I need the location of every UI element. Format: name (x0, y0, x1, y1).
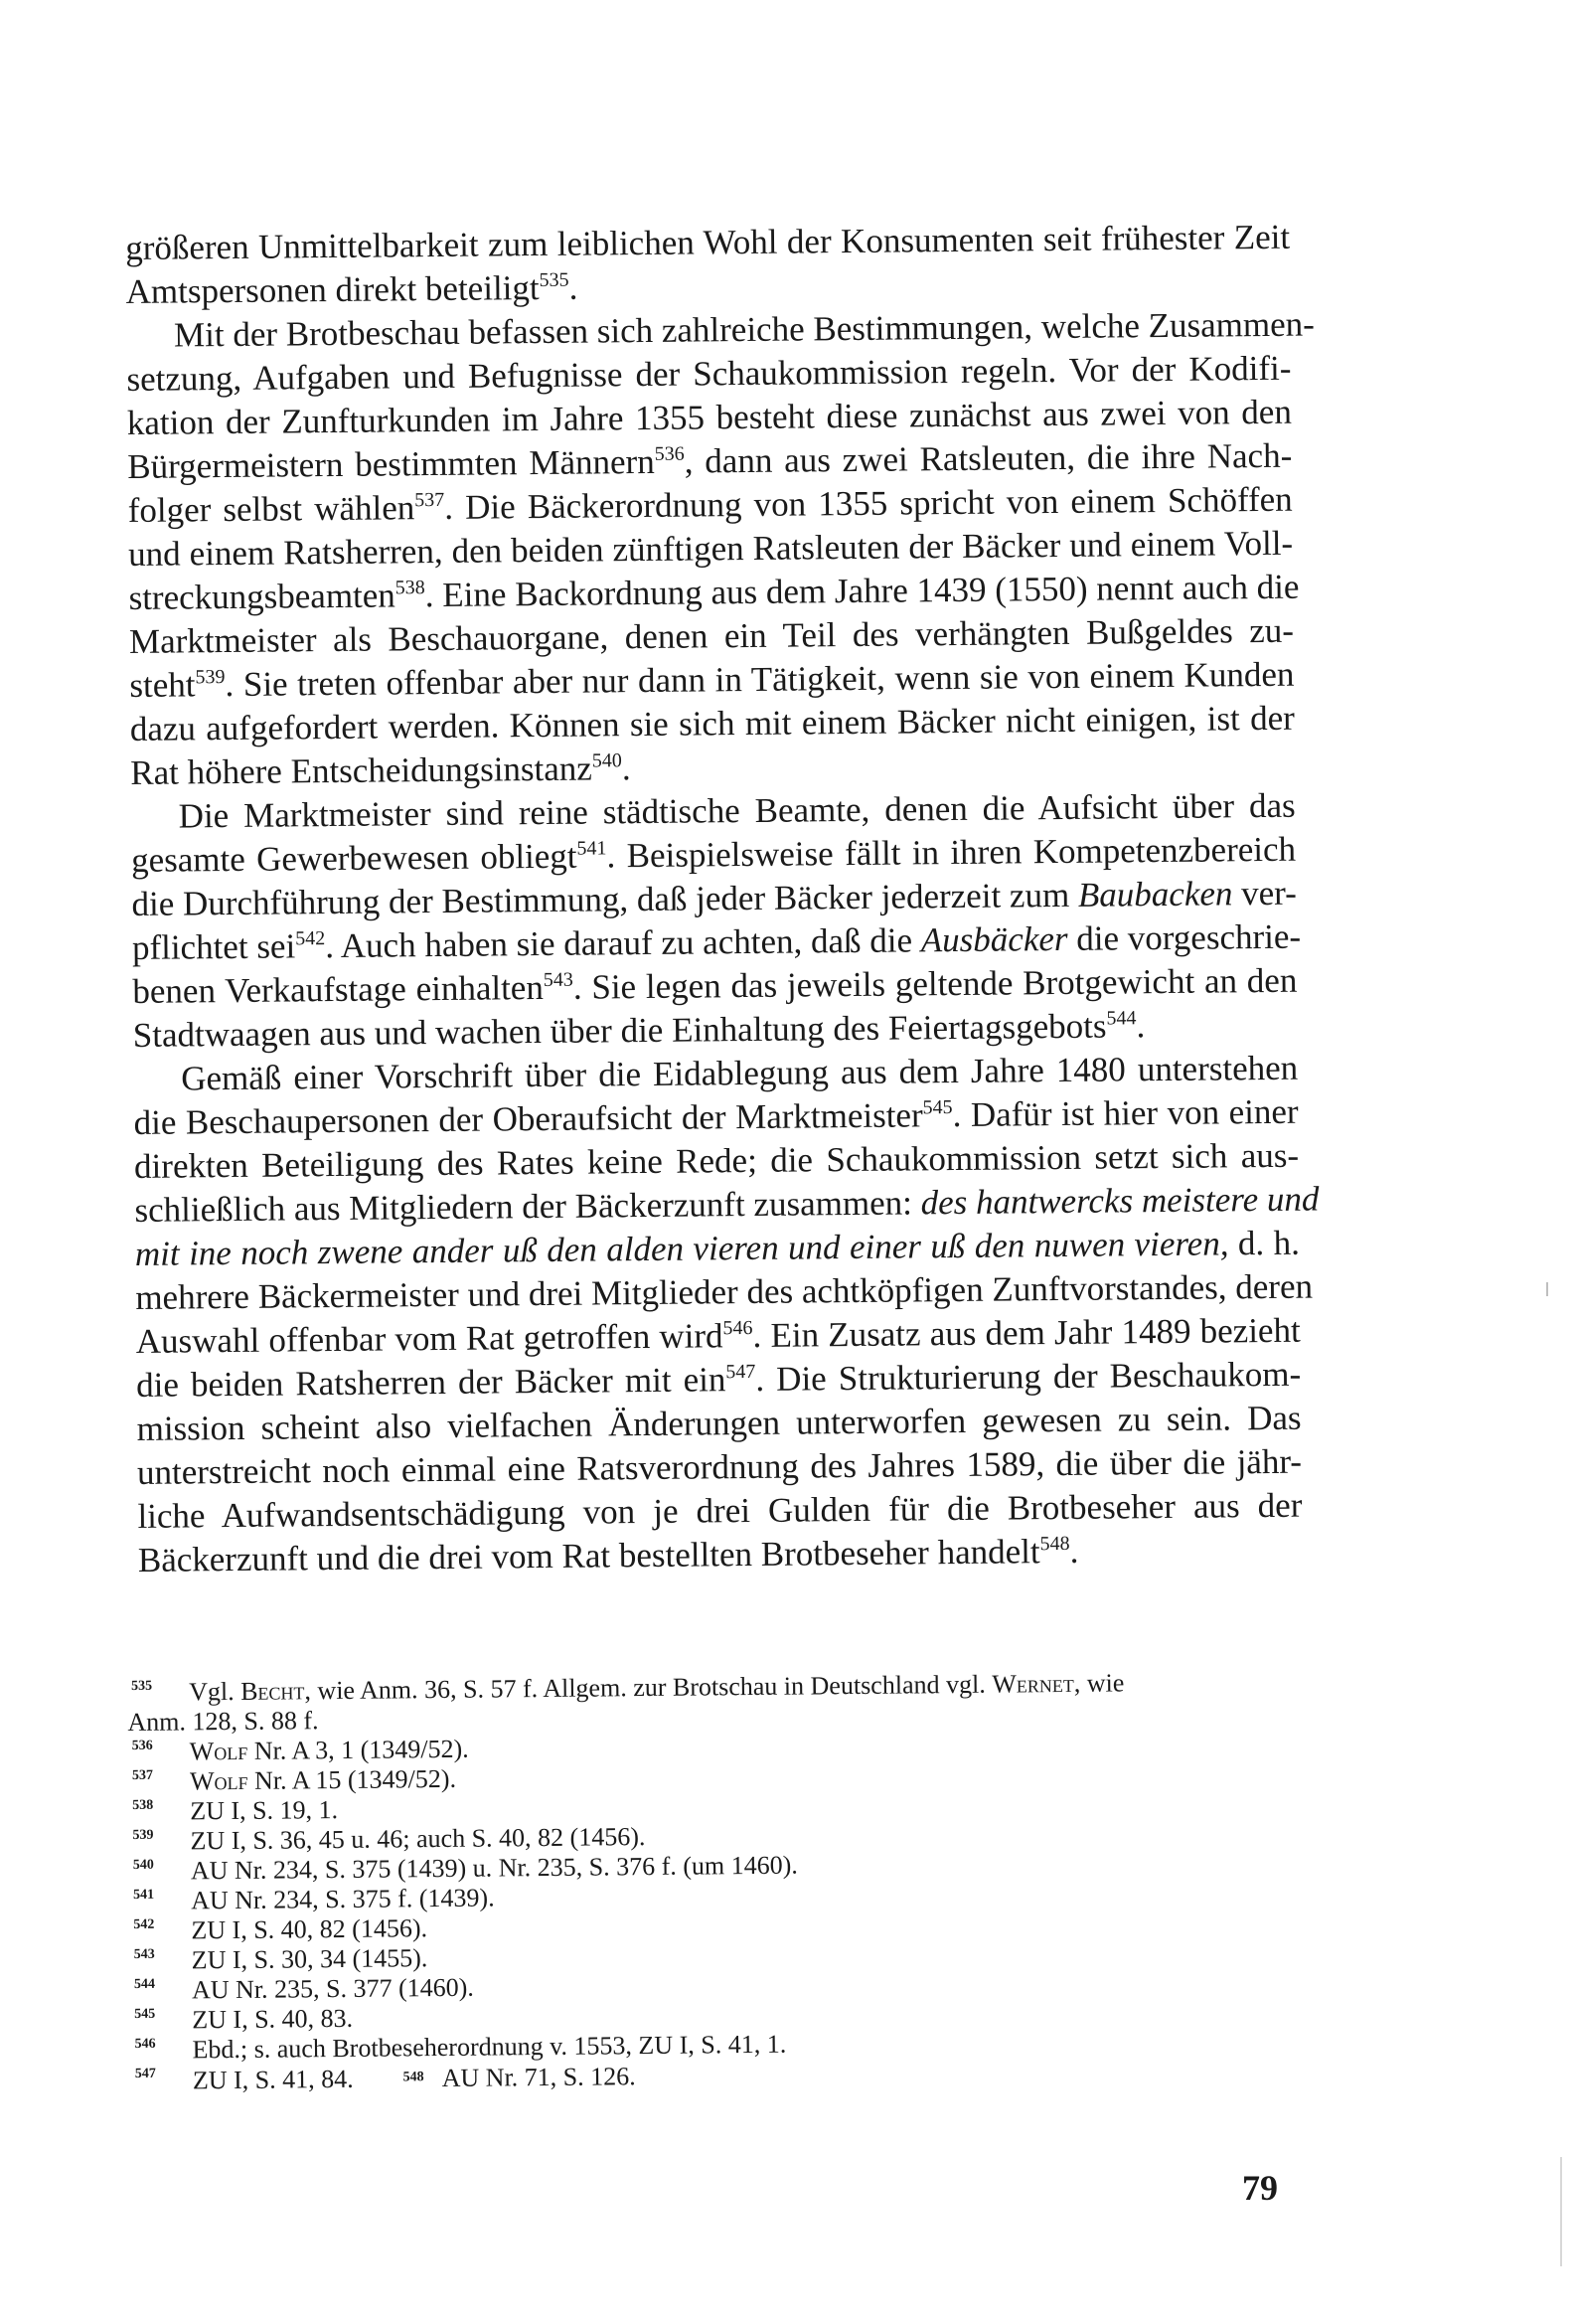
italic-quote: mit ine noch zwene ander uß den alden vieren und einer uß den nuwen vieren, (134, 1224, 1229, 1273)
footnote-text: Anm. 128, S. 88 f. (127, 1706, 319, 1738)
author-name: Wolf (189, 1736, 248, 1766)
text-line: Bürgermeistern bestimmten Männern$^{536}$, dann aus zwei Ratsleuten, die ihre Nach- (127, 435, 1293, 486)
footnote-ref: 537 (414, 488, 445, 512)
text-line: Bäckerzunft und die drei vom Rat bestellten Brotbeseher handelt$^{548}$. (137, 1531, 1079, 1579)
footnote-text: AU Nr. 71, S. 126. (441, 2062, 636, 2093)
text-line: Auswahl offenbar vom Rat getroffen wird$^{546}$. Ein Zusatz aus dem Jahr 1489 bezieht (135, 1310, 1301, 1361)
footnote-number: 541 (133, 1887, 155, 1903)
footnote-ref: 541 (576, 837, 607, 860)
text-line: streckungsbeamten$^{538}$. Eine Backordnung aus dem Jahre 1439 (1550) nennt auch die (128, 567, 1300, 617)
footnote-text: Wolf Nr. A 15 (1349/52). (189, 1763, 457, 1796)
footnote-ref: 536 (654, 442, 685, 465)
footnote-ref: 548 (1039, 1532, 1070, 1556)
text-line: die Durchführung der Bestimmung, daß jeder Bäcker jederzeit zum Baubacken ver- (131, 873, 1298, 923)
text-line: Stadtwaagen aus und wachen über die Einhaltung des Feiertagsgebots$^{544}$. (132, 1006, 1146, 1055)
text-line: und einem Ratsherren, den beiden zünftigen Ratsleuten der Bäcker und einem Voll- (127, 523, 1294, 574)
footnote-ref: 547 (725, 1360, 756, 1384)
text-line: die beiden Ratsherren der Bäcker mit ein$^{547}$. Die Strukturierung der Beschaukom- (136, 1354, 1302, 1405)
footnote-number: 539 (132, 1827, 154, 1843)
footnote-text: ZU I, S. 36, 45 u. 46; auch S. 40, 82 (1456). (190, 1822, 646, 1856)
paragraph (125, 216, 1291, 314)
footnote-ref: 540 (591, 749, 622, 772)
footnote-text: Vgl. Becht, wie Anm. 36, S. 57 f. Allgem. zur Brotschau in Deutschland vgl. Wernet, wie (188, 1668, 1125, 1707)
footnote-number: 542 (133, 1916, 155, 1932)
text-line: Amtspersonen direkt beteiligt$^{535}$. (125, 267, 578, 311)
footnote-number: 536 (131, 1738, 153, 1753)
paragraph (130, 784, 1302, 1058)
footnote-text: ZU I, S. 19, 1. (190, 1795, 339, 1826)
paragraph (126, 303, 1316, 795)
footnote-number: 548 (402, 2070, 424, 2085)
author-name: Wolf (189, 1765, 248, 1796)
body-text (125, 216, 1320, 1582)
text-line: direkten Beteiligung des Rates keine Rede; die Schaukommission setzt sich aus- (133, 1135, 1300, 1186)
footnote-number: 544 (133, 1976, 156, 1992)
text-line: Die Marktmeister sind reine städtische Beamte, denen die Aufsicht über das (178, 785, 1296, 836)
text-line: dazu aufgefordert werden. Können sie sich mit einem Bäcker nicht einigen, ist der (129, 698, 1295, 748)
text-line: mission scheint also vielfachen Änderungen unterworfen gewesen zu sein. Das (136, 1398, 1302, 1448)
text-line: schließlich aus Mitgliedern der Bäckerzunft zusammen: des hantwercks meistere und (134, 1179, 1320, 1230)
footnote-ref: 545 (922, 1096, 953, 1119)
footnote-ref: 535 (539, 268, 569, 292)
footnote-ref: 539 (195, 666, 226, 689)
footnote-ref: 544 (1106, 1007, 1137, 1030)
footnote-number: 546 (134, 2036, 156, 2052)
text-line: setzung, Aufgaben und Befugnisse der Schaukommission regeln. Vor der Kodifi- (126, 348, 1292, 399)
footnote-text: ZU I, S. 41, 84. $^{548}$ AU Nr. 71, S. 126. (192, 2062, 636, 2095)
text-line: die Beschaupersonen der Oberaufsicht der Marktmeister$^{545}$. Dafür ist hier von einer (133, 1091, 1299, 1142)
footnote-number: 545 (134, 2006, 156, 2022)
italic-quote: Ausbäcker (920, 918, 1068, 960)
footnote-number: 537 (131, 1767, 154, 1783)
footnote-ref: 546 (722, 1316, 753, 1340)
text-line: kation der Zunfturkunden im Jahre 1355 besteht diese zunächst aus zwei von den (126, 392, 1293, 442)
text-line: steht$^{539}$. Sie treten offenbar aber nur dann in Tätigkeit, wenn sie von einem Kunden (129, 654, 1295, 705)
footnote-text: ZU I, S. 30, 34 (1455). (191, 1943, 428, 1975)
text-line: liche Aufwandsentschädigung von je drei Gulden für die Brotbeseher aus der (137, 1485, 1303, 1536)
scan-speck (1546, 1282, 1548, 1296)
footnote-text: AU Nr. 234, S. 375 f. (1439). (191, 1883, 495, 1915)
footnote-text: Ebd.; s. auch Brotbeseherordnung v. 1553, ZU I, S. 41, 1. (192, 2029, 787, 2065)
page-number: 79 (1242, 2168, 1278, 2208)
text-line: folger selbst wählen$^{537}$. Die Bäckerordnung von 1355 spricht von einem Schöffen (127, 479, 1293, 530)
text-line: benen Verkaufstage einhalten$^{543}$. Sie legen das jeweils geltende Brotgewicht an den (132, 960, 1298, 1011)
author-name: Becht (239, 1676, 305, 1706)
footnote-number: 538 (132, 1797, 154, 1813)
text-line: Rat höhere Entscheidungsinstanz$^{540}$. (130, 748, 631, 792)
text-line: größeren Unmittelbarkeit zum leiblichen Wohl der Konsumenten seit frühester Zeit (125, 217, 1291, 267)
footnote-text: ZU I, S. 40, 83. (192, 2003, 354, 2035)
text-line: unterstreicht noch einmal eine Ratsverordnung des Jahres 1589, die über die jähr- (136, 1441, 1303, 1492)
text-line: Marktmeister als Beschauorgane, denen ein Teil des verhängten Bußgeldes zu- (128, 610, 1295, 661)
author-name: Wernet (992, 1668, 1074, 1699)
italic-quote: des hantwercks meistere und (920, 1179, 1320, 1223)
footnote-ref: 538 (394, 577, 425, 599)
text-line: mit ine noch zwene ander uß den alden vieren und einer uß den nuwen vieren, d. h. (134, 1223, 1301, 1273)
footnote-number: 547 (134, 2066, 156, 2081)
footnote-number: 535 (131, 1678, 153, 1694)
footnote-number: 543 (133, 1946, 155, 1962)
footnote-text: AU Nr. 235, S. 377 (1460). (191, 1972, 474, 2005)
scan-speck (1560, 2157, 1562, 2266)
text-line: pflichtet sei$^{542}$. Auch haben sie darauf zu achten, daß die Ausbäcker die vorgeschrie- (131, 916, 1302, 967)
footnote-ref: 542 (295, 927, 326, 950)
text-line: mehrere Bäckermeister und drei Mitglieder des achtköpfigen Zunftvorstandes, deren (135, 1266, 1314, 1317)
footnote-text: ZU I, S. 40, 82 (1456). (191, 1913, 428, 1945)
text-line: Gemäß einer Vorschrift über die Eidablegung aus dem Jahre 1480 unterstehen (181, 1048, 1299, 1098)
footnote-number: 540 (132, 1857, 154, 1873)
italic-quote: Baubacken (1077, 874, 1233, 914)
text-line: Mit der Brotbeschau befassen sich zahlreiche Bestimmungen, welche Zusammen- (173, 304, 1316, 355)
footnote-text: AU Nr. 234, S. 375 (1439) u. Nr. 235, S. 376 f. (um 1460). (190, 1850, 798, 1886)
footnotes (127, 1667, 1298, 2096)
footnote-text: Wolf Nr. A 3, 1 (1349/52). (189, 1734, 469, 1766)
footnote-ref: 543 (543, 968, 573, 991)
text-line: gesamte Gewerbewesen obliegt$^{541}$. Beispielsweise fällt in ihren Kompetenzbereich (130, 829, 1297, 880)
paragraph (133, 1047, 1320, 1582)
